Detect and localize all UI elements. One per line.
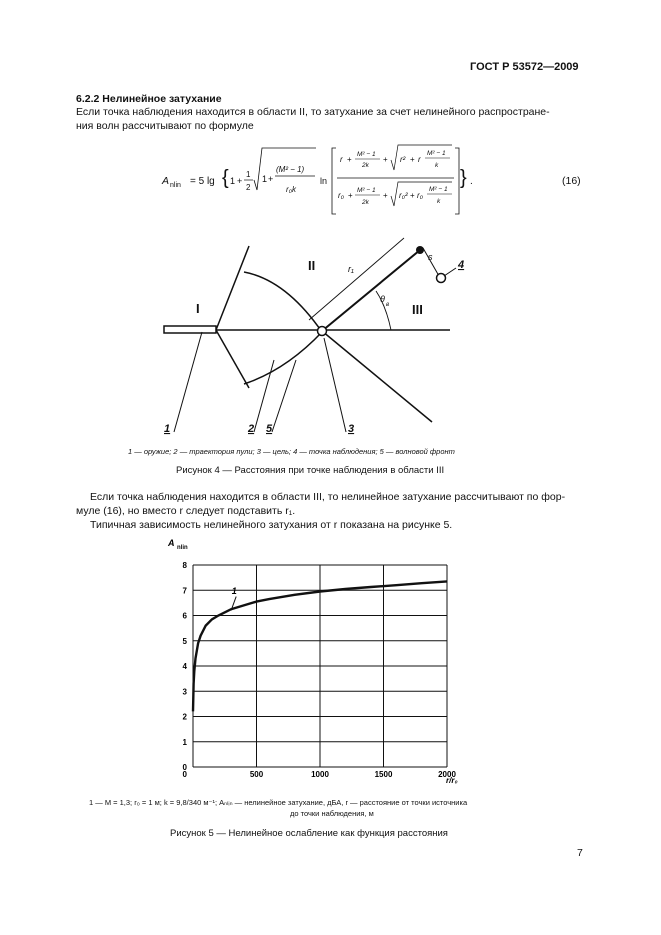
r1-dimension-line [309, 238, 404, 320]
formula-r0k: r₀k [286, 185, 297, 194]
formula-r-top: r [340, 155, 343, 164]
formula-brace: { [222, 167, 229, 189]
formula-half-num: 1 [246, 170, 251, 179]
leader-4 [444, 268, 456, 276]
region-boundary-upper [216, 246, 249, 330]
formula-lhs-sub: nlin [170, 182, 181, 189]
formula-r0-bot: r₀ [338, 191, 345, 200]
figure-4-legend: 1 — оружие; 2 — траектория пули; 3 — цель; 4 — точка наблюдения; 5 — волновой фронт [128, 447, 455, 456]
formula-lhs: A [162, 175, 170, 187]
label-3: 3 [348, 423, 355, 435]
leader-5 [272, 360, 296, 432]
wavefront-lower [244, 332, 322, 384]
formula-plus-1: + [237, 176, 243, 186]
paragraph-1-line-2: ния волн рассчитывают по формуле [76, 120, 254, 132]
formula-r02: r₀² [399, 191, 408, 200]
formula-half-den: 2 [246, 183, 251, 192]
y-tick-label: 5 [182, 636, 187, 646]
chart-xlabel: r/r₀ [446, 776, 458, 785]
x-tick-label: 1000 [311, 770, 329, 779]
formula-plus-7: + [383, 191, 388, 200]
formula-eq: = 5 lg [190, 176, 215, 187]
formula-number: (16) [562, 175, 581, 187]
formula-plus-5: + [410, 155, 415, 164]
formula-one-inner: 1 [262, 174, 268, 184]
paragraph-1-line-1: Если точка наблюдения находится в области II, то затухание за счет нелинейного распростране- [76, 106, 550, 118]
paragraph-1 [76, 105, 584, 133]
formula-plus-2: + [268, 174, 274, 184]
x-tick-label: 1500 [374, 770, 393, 779]
region-boundary-lower [216, 330, 249, 388]
figure-4-caption: Рисунок 4 — Расстояния при точке наблюдения в области III [176, 465, 445, 476]
y-tick-label: 2 [182, 712, 187, 722]
formula-r-mid: r [418, 155, 421, 164]
paragraph-2-line-2: муле (16), но вместо r следует подставить r₁. [76, 505, 296, 517]
formula-r0-mid: r₀ [417, 191, 424, 200]
formula-mfrac-num-1: M² − 1 [357, 151, 376, 158]
formula-plus-8: + [410, 191, 415, 200]
region-ii-label: II [308, 258, 316, 273]
label-2: 2 [248, 423, 255, 435]
observation-line [322, 250, 420, 331]
y-tick-label: 0 [182, 763, 187, 772]
mach-cone-line [322, 331, 432, 422]
formula-mfrac-num-3: M² − 1 [357, 187, 376, 194]
leader-3 [324, 338, 346, 432]
formula-mfrac-num-4: M² − 1 [429, 186, 448, 193]
target-icon [318, 327, 327, 336]
wavefront-upper [244, 272, 322, 332]
formula-plus-4: + [383, 155, 388, 164]
y-tick-label: 8 [182, 561, 187, 570]
document-id: ГОСТ Р 53572—2009 [470, 61, 579, 73]
theta-label: θ [380, 294, 385, 304]
formula-mfrac-num-2: M² − 1 [427, 150, 446, 157]
label-5: 5 [266, 423, 273, 435]
region-iii-label: III [412, 302, 423, 317]
paragraph-2 [76, 490, 584, 532]
x-tick-label: 0 [182, 770, 187, 779]
formula-k-2: k [437, 198, 441, 205]
y-tick-label: 1 [182, 737, 187, 747]
formula-m2m1: (M² − 1) [276, 165, 305, 174]
formula-ln: ln [320, 176, 328, 186]
observation-point-icon [416, 246, 424, 254]
formula-k-1: k [435, 162, 439, 169]
section-title: 6.2.2 Нелинейное затухание [76, 93, 222, 105]
weapon-barrel [164, 326, 216, 333]
leader-2 [254, 360, 274, 432]
formula-period: . [470, 176, 473, 187]
formula-one: 1 [230, 176, 236, 186]
s-label: s [428, 252, 433, 262]
formula-brace-close: } [460, 167, 467, 189]
formula-plus-6: + [348, 191, 353, 200]
formula-twok-2: 2k [362, 199, 369, 206]
x-tick-label: 2000 [438, 770, 456, 779]
label-1: 1 [164, 423, 171, 435]
y-tick-label: 4 [182, 662, 187, 671]
page-number: 7 [577, 847, 583, 859]
y-tick-label: 3 [182, 687, 187, 697]
region-i-label: I [196, 301, 200, 316]
formula-plus-3: + [347, 155, 352, 164]
formula-twok-1: 2k [362, 162, 369, 169]
y-tick-label: 6 [182, 611, 187, 621]
curve-label: 1 [231, 586, 237, 597]
figure-4-diagram [150, 220, 490, 440]
formula-r2: r² [400, 155, 406, 164]
theta-sub-label: в [386, 302, 390, 308]
chart-ylabel-sub: nlin [177, 545, 188, 551]
figure-5-legend-line-1: 1 — M = 1,3; r₀ = 1 м; k = 9,8/340 м⁻¹; Aₙₗᵢₙ — нелинейное затухание, дБА, r — расстояние от точки источника [89, 798, 468, 807]
y-tick-label: 7 [182, 586, 187, 596]
figure-5-caption: Рисунок 5 — Нелинейное ослабление как функция расстояния [170, 828, 448, 839]
r1-label: r₁ [348, 264, 354, 274]
leader-1 [174, 332, 202, 432]
figure-5-chart [160, 535, 470, 787]
paragraph-2-line-3: Типичная зависимость нелинейного затухания от r показана на рисунке 5. [90, 519, 453, 531]
x-tick-label: 500 [249, 770, 264, 779]
chart-ylabel: A [168, 538, 175, 548]
observer-icon [437, 274, 446, 283]
paragraph-2-line-1: Если точка наблюдения находится в области III, то нелинейное затухание рассчитывают по фор- [90, 491, 566, 503]
figure-5-legend-line-2: до точки наблюдения, м [290, 809, 374, 818]
label-4: 4 [458, 259, 465, 271]
formula-16 [150, 140, 590, 220]
chart-ticks [183, 561, 457, 779]
